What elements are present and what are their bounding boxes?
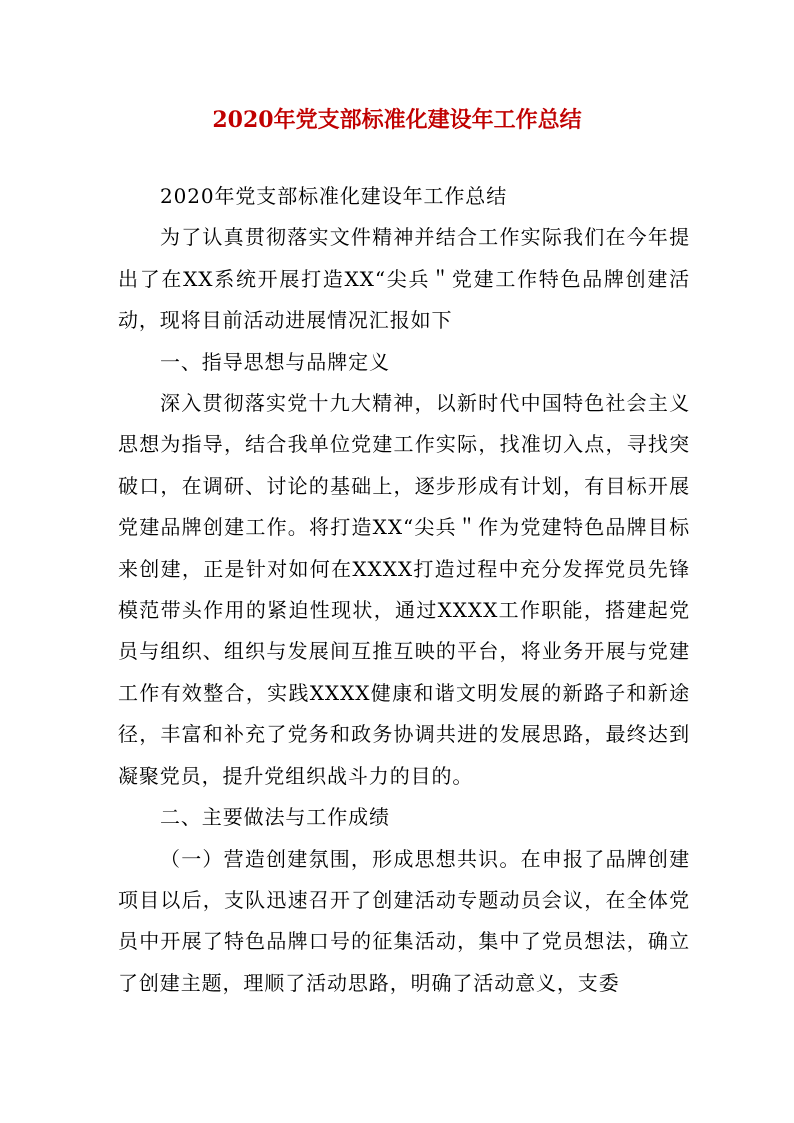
section-heading-2: 二、主要做法与工作成绩 [160, 805, 390, 830]
intro-paragraph: 为了认真贯彻落实文件精神并结合工作实际我们在今年提出了在XX系统开展打造XX“尖兵＂党建工作特色品牌创建活动，现将目前活动进展情况汇报如下 [118, 225, 690, 333]
section-paragraph-2: （一）营造创建氛围，形成思想共识。在申报了品牌创建项目以后，支队迅速召开了创建活动专题动员会议，在全体党员中开展了特色品牌口号的征集活动，集中了党员想法，确立了创建主题，理顺了活动思路，明确了活动意义，支委 [118, 846, 690, 995]
body-heading: 2020年党支部标准化建设年工作总结 [160, 184, 508, 208]
document-body [118, 176, 690, 1004]
section-heading-1: 一、指导思想与品牌定义 [160, 349, 390, 374]
section-paragraph-1: 深入贯彻落实党十九大精神，以新时代中国特色社会主义思想为指导，结合我单位党建工作实际，找准切入点，寻找突破口，在调研、讨论的基础上，逐步形成有计划，有目标开展党建品牌创建工作。将打造XX“尖兵＂作为党建特色品牌目标来创建，正是针对如何在XXXX打造过程中充分发挥党员先锋模范带头作用的紧迫性现状，通过XXXX工作职能，搭建起党员与组织、组织与发展间互推互映的平台，将业务开展与党建工作有效整合，实践XXXX健康和谐文明发展的新路子和新途径，丰富和补充了党务和政务协调共进的发展思路，最终达到凝聚党员，提升党组织战斗力的目的。 [118, 391, 690, 788]
document-title: 2020年党支部标准化建设年工作总结 [212, 107, 582, 133]
